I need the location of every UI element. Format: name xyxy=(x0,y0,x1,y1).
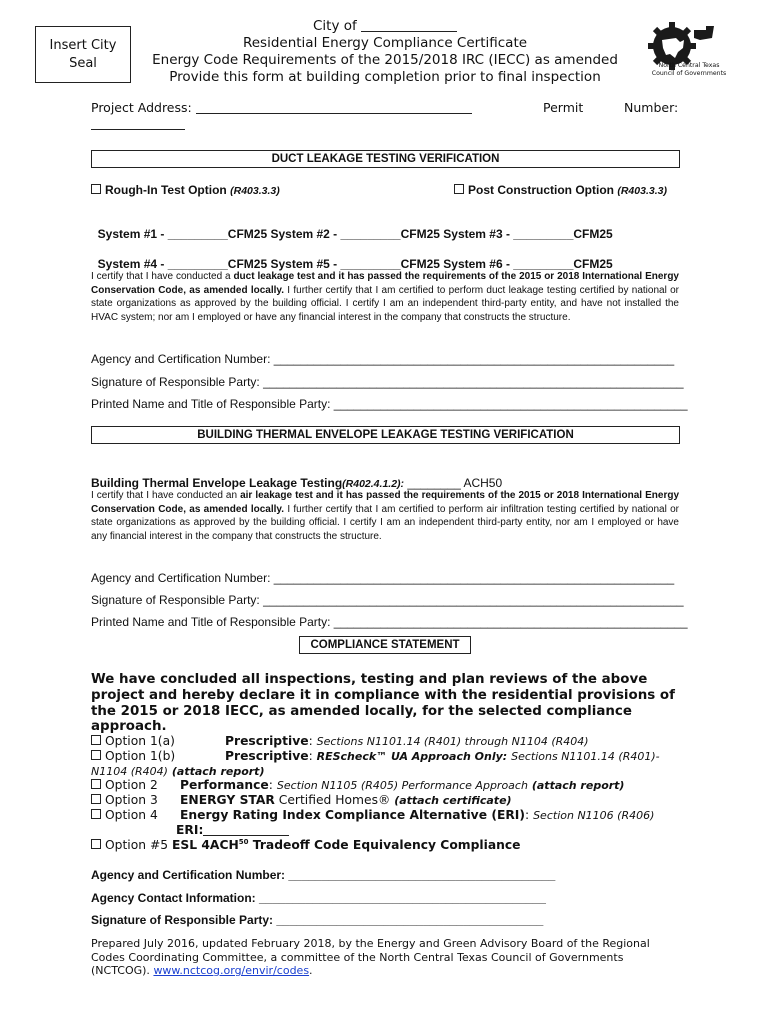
option-1a-checkbox[interactable] xyxy=(91,735,101,745)
city-line xyxy=(140,18,630,35)
city-seal-placeholder: Insert City Seal xyxy=(35,26,131,83)
envelope-printed-name-field[interactable]: Printed Name and Title of Responsible Party: _____________________________________________________ xyxy=(91,615,688,629)
compliance-signature-field[interactable]: Signature of Responsible Party: ________________________________________ xyxy=(91,913,544,927)
city-label: City of xyxy=(312,18,357,34)
option-2[interactable]: Option 2 Performance: Section N1105 (R405) Performance Approach (attach report) xyxy=(91,778,624,792)
rough-in-checkbox[interactable] xyxy=(91,184,101,194)
duct-printed-name-field[interactable]: Printed Name and Title of Responsible Party: _____________________________________________________ xyxy=(91,397,688,411)
rough-in-option[interactable]: Rough-In Test Option (R403.3.3) xyxy=(91,183,280,197)
option-1b-checkbox[interactable] xyxy=(91,750,101,760)
option-1a[interactable]: Option 1(a) Prescriptive: Sections N1101.14 (R401) through N1104 (R404) xyxy=(91,734,589,748)
number-label: Number: xyxy=(624,100,679,115)
duct-certification-text: I certify that I have conducted a duct leakage test and it has passed the requirements of the 2015 or 2018 International Energy Conservation Code, as amended locally. I further certify that I am certified to perform duct leakage testing certified by national or state organizations as approved by the building official. I certify I am an independent third-party entity, and have not installed the HVAC system; nor am I employed or have any financial interest in the company that constructs the structure. xyxy=(91,271,679,323)
post-construction-checkbox[interactable] xyxy=(454,184,464,194)
duct-signature-field[interactable]: Signature of Responsible Party: _______________________________________________________________ xyxy=(91,375,684,389)
systems-row-1[interactable] xyxy=(91,213,613,241)
system-5-field[interactable]: System #5 - _________CFM25 xyxy=(270,257,440,271)
envelope-agency-field[interactable]: Agency and Certification Number: ____________________________________________________________ xyxy=(91,571,675,585)
duct-agency-field[interactable]: Agency and Certification Number: ____________________________________________________________ xyxy=(91,352,675,366)
system-1-field[interactable]: System #1 - _________CFM25 xyxy=(97,227,268,241)
nctcog-logo-text: North Central Texas Council of Governments xyxy=(651,62,727,77)
project-address-field[interactable] xyxy=(196,101,472,114)
certificate-title: Residential Energy Compliance Certificate xyxy=(242,35,528,51)
compliance-statement: We have concluded all inspections, testing and plan reviews of the above project and hereby declare it in compliance with the residential provisions of the 2015 or 2018 IECC, as amended locally, for the selected compliance approach. xyxy=(91,672,675,735)
nctcog-link[interactable]: www.nctcog.org/envir/codes xyxy=(153,964,310,977)
envelope-leakage-heading: BUILDING THERMAL ENVELOPE LEAKAGE TESTING VERIFICATION xyxy=(91,426,680,444)
system-4-field[interactable]: System #4 - _________CFM25 xyxy=(97,257,268,271)
option-5[interactable]: Option #5 ESL 4ACH$^{50}$ Tradeoff Code Equivalency Compliance xyxy=(91,838,521,852)
envelope-signature-field[interactable]: Signature of Responsible Party: _______________________________________________________________ xyxy=(91,593,684,607)
option-1b[interactable]: Option 1(b) Prescriptive: REScheck™ UA Approach Only: Sections N1101.14 (R401)- xyxy=(91,749,660,763)
permit-number-field[interactable] xyxy=(91,117,185,130)
certificate-subtitle: Energy Code Requirements of the 2015/2018 IRC (IECC) as amended xyxy=(152,52,618,68)
system-6-field[interactable]: System #6 - _________CFM25 xyxy=(443,257,613,271)
option-3[interactable]: Option 3 ENERGY STAR Certified Homes® (attach certificate) xyxy=(91,793,512,807)
compliance-heading: COMPLIANCE STATEMENT xyxy=(299,636,471,654)
option-2-checkbox[interactable] xyxy=(91,779,101,789)
system-3-field[interactable]: System #3 - _________CFM25 xyxy=(443,227,613,241)
system-2-field[interactable]: System #2 - _________CFM25 xyxy=(270,227,440,241)
ach50-field[interactable]: ________ ACH50 xyxy=(407,476,503,490)
option-5-checkbox[interactable] xyxy=(91,839,101,849)
project-address-label: Project Address: xyxy=(91,100,192,115)
agency-certification-field[interactable]: Agency and Certification Number: ________________________________________ xyxy=(91,868,556,882)
eri-field[interactable]: ERI: xyxy=(176,823,289,837)
option-4-checkbox[interactable] xyxy=(91,809,101,819)
certificate-instruction: Provide this form at building completion prior to final inspection xyxy=(169,69,601,85)
post-construction-option[interactable]: Post Construction Option (R403.3.3) xyxy=(454,183,667,197)
city-blank[interactable] xyxy=(361,19,457,32)
option-4[interactable]: Option 4 Energy Rating Index Compliance Alternative (ERI): Section N1106 (R406) xyxy=(91,808,654,822)
agency-contact-field[interactable]: Agency Contact Information: ___________________________________________ xyxy=(91,891,546,905)
permit-label: Permit xyxy=(543,100,584,115)
option-3-checkbox[interactable] xyxy=(91,794,101,804)
systems-row-2[interactable] xyxy=(91,243,613,271)
duct-leakage-heading: DUCT LEAKAGE TESTING VERIFICATION xyxy=(91,150,680,168)
envelope-certification-text: I certify that I have conducted an air leakage test and it has passed the requirements of the 2015 or 2018 International Energy Conservation Code, as amended locally. I further certify that I am certified to perform air infiltration testing certified by national or state organizations as approved by the building official. I certify I am an independent third-party entity, nor am I employed or have any financial interest in the company that constructs the structure. xyxy=(91,490,680,542)
project-address-row xyxy=(91,100,472,115)
footer-note: Prepared July 2016, updated February 2018, by the Energy and Green Advisory Board of the Regional Codes Coordinating Committee, a committee of the North Central Texas Council of Governments (NCTCOG). www.nctcog.org/envir/codes. xyxy=(91,937,650,977)
envelope-leakage-row: Building Thermal Envelope Leakage Testing(R402.4.1.2): ________ ACH50 xyxy=(91,476,503,490)
option-1b-continued: N1104 (R404) (attach report) xyxy=(91,765,265,778)
